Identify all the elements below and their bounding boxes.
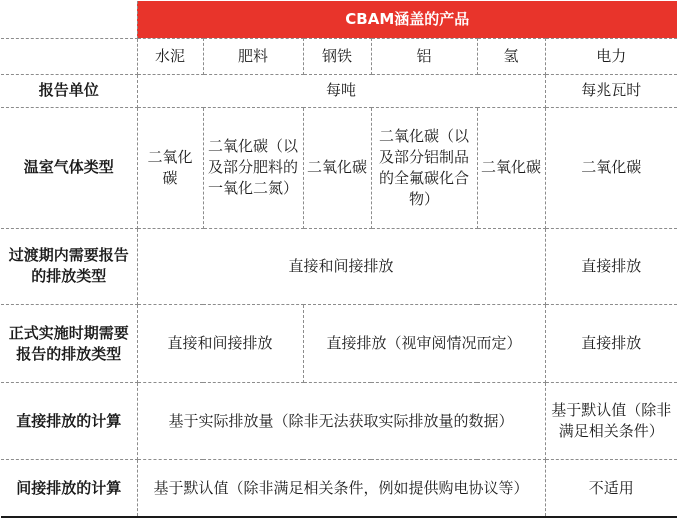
row-label-ghg-type: 温室气体类型 xyxy=(1,107,137,228)
product-header-row xyxy=(1,38,677,74)
column-header-electricity: 电力 xyxy=(545,38,677,74)
cbam-banner: CBAM涵盖的产品 xyxy=(137,1,677,38)
cell-formal-cement-fertilizer: 直接和间接排放 xyxy=(137,305,303,383)
row-label-indirect-calc: 间接排放的计算 xyxy=(1,460,137,517)
cell-transition-electricity: 直接排放 xyxy=(545,228,677,304)
header-blank-cell xyxy=(1,38,137,74)
cell-indirect-calc-main: 基于默认值（除非满足相关条件，例如提供购电协议等） xyxy=(137,460,545,517)
reporting-unit-row xyxy=(1,74,677,107)
cell-formal-electricity: 直接排放 xyxy=(545,305,677,383)
cell-ghg-fertilizer: 二氧化碳（以及部分肥料的一氧化二氮） xyxy=(203,107,303,228)
banner-row xyxy=(1,1,677,38)
row-label-direct-calc: 直接排放的计算 xyxy=(1,383,137,460)
cell-ghg-hydrogen: 二氧化碳 xyxy=(477,107,545,228)
direct-calc-row xyxy=(1,383,677,460)
row-label-formal: 正式实施时期需要报告的排放类型 xyxy=(1,305,137,383)
corner-blank-cell xyxy=(1,1,137,38)
cbam-products-table xyxy=(1,1,677,518)
cell-indirect-calc-electricity: 不适用 xyxy=(545,460,677,517)
column-header-cement: 水泥 xyxy=(137,38,203,74)
cell-unit-per-ton: 每吨 xyxy=(137,74,545,107)
transition-emissions-row xyxy=(1,228,677,304)
row-label-reporting-unit: 报告单位 xyxy=(1,74,137,107)
cell-direct-calc-electricity: 基于默认值（除非满足相关条件） xyxy=(545,383,677,460)
column-header-aluminium: 铝 xyxy=(371,38,477,74)
cell-unit-per-mwh: 每兆瓦时 xyxy=(545,74,677,107)
cell-transition-main: 直接和间接排放 xyxy=(137,228,545,304)
cell-ghg-aluminium: 二氧化碳（以及部分铝制品的全氟碳化合物） xyxy=(371,107,477,228)
row-label-transition: 过渡期内需要报告的排放类型 xyxy=(1,228,137,304)
indirect-calc-row xyxy=(1,460,677,517)
column-header-fertilizer: 肥料 xyxy=(203,38,303,74)
column-header-hydrogen: 氢 xyxy=(477,38,545,74)
cell-ghg-cement: 二氧化碳 xyxy=(137,107,203,228)
formal-emissions-row xyxy=(1,305,677,383)
cell-ghg-electricity: 二氧化碳 xyxy=(545,107,677,228)
cell-ghg-steel: 二氧化碳 xyxy=(303,107,371,228)
column-header-steel: 钢铁 xyxy=(303,38,371,74)
ghg-type-row xyxy=(1,107,677,228)
cell-direct-calc-main: 基于实际排放量（除非无法获取实际排放量的数据） xyxy=(137,383,545,460)
cell-formal-others: 直接排放（视审阅情况而定） xyxy=(303,305,545,383)
